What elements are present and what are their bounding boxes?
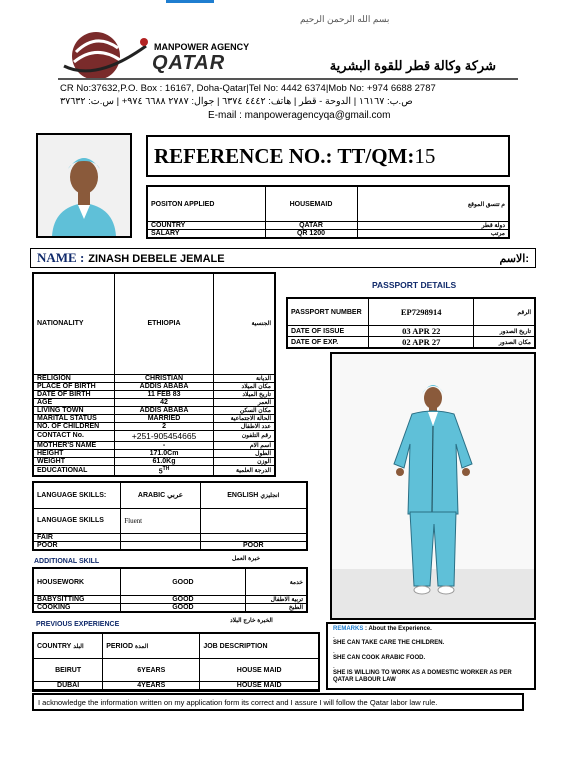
name-label: NAME : [37,250,85,265]
additional-title: ADDITIONAL SKILL [34,558,100,565]
personal-row [33,430,275,441]
language-arabic [121,534,200,542]
personal-label: NO. OF CHILDREN [33,422,115,430]
personal-value: CHRISTIAN [115,374,214,382]
agency-arabic-name: شركة وكالة قطر للقوة البشرية [329,58,496,73]
agency-label-small: MANPOWER AGENCY [154,42,250,52]
skill-value: GOOD [121,596,246,604]
passport-row [287,337,535,349]
remark-bullet: - [333,665,335,671]
personal-row [33,414,275,422]
name-value: ZINASH DEBELE JEMALE [88,253,225,265]
empty-cell [33,690,103,692]
personal-ar: تاريخ الميلاد [214,390,276,398]
personal-value: 11 FEB 83 [115,390,214,398]
col-country-label: COUNTRY [37,642,72,650]
personal-label: LIVING TOWN [33,406,115,414]
personal-label: AGE [33,398,115,406]
name-arabic-label: الاسم: [499,252,529,265]
skill-ar: تربية الاطفال [245,596,307,604]
acknowledgement: I acknowledge the information written on my application form its correct and I assure I will follow the Qatar labor law rule. [32,693,524,711]
experience-country: DUBAI [33,682,103,690]
personal-label: NATIONALITY [33,273,115,374]
position-value: QR 1200 [265,230,357,239]
arabic-header: ARABIC عربي [137,492,183,500]
personal-label: RELIGION [33,374,115,382]
language-arabic [121,542,200,551]
experience-title: PREVIOUS EXPERIENCE [36,621,120,628]
language-header-cell [33,482,121,508]
language-row [33,534,307,542]
personal-ar: الوزن [214,457,276,465]
agency-logo [56,22,152,86]
passport-table [286,297,536,349]
remark-bullet: - [333,650,335,656]
personal-ar: الطول [214,449,276,457]
language-english [200,508,307,533]
personal-row [33,273,275,374]
personal-label: PLACE OF BIRTH [33,382,115,390]
col-period-label: PERIOD [106,642,134,650]
remarks-subtitle: : About the Experience. [365,626,432,632]
personal-label: WEIGHT [33,457,115,465]
position-value: QATAR [265,222,357,230]
col-period-ar: المدة [135,643,149,650]
globe-logo-icon [56,22,152,86]
personal-row [33,449,275,457]
position-label: POSITON APPLIED [147,186,265,222]
contact-line: CR No:37632,P.O. Box : 16167, Doha-Qatar|Tel No: 4442 6374|Mob No: +974 6688 2787 [60,83,436,94]
experience-title-ar: الخبرة خارج البلاد [230,618,273,624]
personal-label: MOTHER'S NAME [33,441,115,449]
experience-period: 4YEARS [103,682,200,690]
skill-row [33,596,307,604]
personal-row [33,441,275,449]
skill-label: BABYSITTING [33,596,121,604]
language-english: POOR [200,542,307,551]
personal-ar: رقم التلفون [214,430,276,441]
personal-label: HEIGHT [33,449,115,457]
experience-job: HOUSE MAID [200,682,319,690]
col-period-header [103,633,200,659]
personal-ar: العمر [214,398,276,406]
english-header-ar: انجليزي [260,492,280,499]
passport-row [287,298,535,326]
passport-ar: الرقم [474,298,535,326]
passport-value: 03 APR 22 [369,326,474,337]
personal-row [33,374,275,382]
personal-ar: مكان الميلاد [214,382,276,390]
personal-row [33,465,275,476]
passport-ar: مكان الصدور [474,337,535,349]
position-table [146,185,510,239]
col-country-ar: البلد [73,643,84,650]
personal-value: 42 [115,398,214,406]
passport-ar: تاريخ الصدور [474,326,535,337]
position-row [147,222,509,230]
language-table [32,481,308,551]
position-ar: م تتسق الموقع [357,186,509,222]
personal-value: ADDIS ABABA [115,406,214,414]
agency-label-big: QATAR [152,52,226,74]
email-line: E-mail : manpoweragencyqa@gmail.com [208,110,391,121]
experience-table [32,632,320,692]
language-label: FAIR [33,534,121,542]
experience-row [33,682,319,690]
personal-ar: الحالة الاجتماعية [214,414,276,422]
personal-row [33,398,275,406]
personal-value: ADDIS ABABA [115,382,214,390]
passport-title: PASSPORT DETAILS [372,280,457,290]
personal-label: DATE OF BIRTH [33,390,115,398]
skill-ar: خدمة [245,568,307,596]
personal-value: 171.0Cm [115,449,214,457]
arabic-header-cell [121,482,200,508]
basmala: بسم الله الرحمن الرحيم [300,14,390,24]
language-label: POOR [33,542,121,551]
additional-title-ar: خبرة العمل [232,556,261,562]
contact-arabic: ص.ب: ١٦١٦٧ | الدوحة - قطر | هاتف: ٤٤٤٢ ٦٣٧٤ | جوال: ٢٧٨٧ ٦٦٨٨ ٩٧٤+ | س.ت: ٣٧٦٣٢ [60,96,413,107]
position-ar: دولة قطر [357,222,509,230]
passport-row [287,326,535,337]
skill-label: COOKING [33,604,121,613]
position-label: COUNTRY [147,222,265,230]
education-suffix: TH [162,465,170,472]
additional-table [32,567,308,613]
remark-item: SHE CAN COOK ARABIC FOOD. [333,655,426,661]
experience-country: BEIRUT [33,659,103,682]
personal-value: ETHIOPIA [115,273,214,374]
skill-value: GOOD [121,568,246,596]
personal-label: EDUCATIONAL [33,465,115,476]
position-row [147,186,509,222]
name-bar [30,248,536,268]
experience-empty-row [33,690,319,692]
skill-value: GOOD [121,604,246,613]
personal-ar: الدرجة العلمية [214,465,276,476]
remark-bullet: - [333,635,335,641]
personal-value: 2 [115,422,214,430]
empty-cell [103,690,200,692]
remark-item: SHE IS WILLING TO WORK AS A DOMESTIC WORKER AS PER QATAR LABOUR LAW [333,670,512,683]
personal-ar: اسم الام [214,441,276,449]
full-body-photo [330,352,536,620]
remarks-box [326,622,536,690]
reference-number: 15 [414,143,436,168]
personal-ar: الديانة [214,374,276,382]
position-row [147,230,509,239]
language-row [33,508,307,533]
skill-label: HOUSEWORK [33,568,121,596]
empty-cell [200,690,319,692]
personal-value: - [115,441,214,449]
personal-table [32,272,276,477]
passport-value: EP7298914 [369,298,474,326]
header-divider [58,78,518,80]
headshot-photo [36,133,132,238]
personal-value: +251-905454665 [115,430,214,441]
col-job-label: JOB DESCRIPTION [203,642,268,650]
personal-ar: الجنسية [214,273,276,374]
experience-period: 6YEARS [103,659,200,682]
personal-row [33,390,275,398]
reference-label: REFERENCE NO.: TT/QM: [154,143,415,168]
remarks-title: REMARKS [333,626,364,632]
personal-row [33,457,275,465]
remark-item: SHE CAN TAKE CARE THE CHILDREN. [333,640,445,646]
personal-ar: عدد الاطفال [214,422,276,430]
skill-ar: الطبخ [245,604,307,613]
language-english [200,534,307,542]
language-header: LANGUAGE SKILLS: [37,491,107,499]
personal-value [115,465,214,476]
position-label: SALARY [147,230,265,239]
language-label: LANGUAGE SKILLS [33,508,121,533]
experience-row [33,659,319,682]
personal-row [33,422,275,430]
top-accent-bar [166,0,214,3]
education-value: 5 [158,468,163,475]
personal-value: 61.0Kg [115,457,214,465]
personal-row [33,406,275,414]
english-header: ENGLISH [227,491,259,499]
personal-label: CONTACT No. [33,430,115,441]
col-job-header [200,633,319,659]
language-row [33,542,307,551]
skill-row [33,604,307,613]
personal-value: MARRIED [115,414,214,422]
personal-label: MARITAL STATUS [33,414,115,422]
skill-row [33,568,307,596]
passport-value: 02 APR 27 [369,337,474,349]
english-header-cell [200,482,307,508]
language-arabic: Fluent [121,508,200,533]
col-country-header [33,633,103,659]
position-value: HOUSEMAID [265,186,357,222]
passport-label: PASSPORT NUMBER [287,298,369,326]
passport-label: DATE OF EXP. [287,337,369,349]
personal-row [33,382,275,390]
personal-ar: مكان السكن [214,406,276,414]
reference-box [146,135,510,177]
experience-job: HOUSE MAID [200,659,319,682]
passport-label: DATE OF ISSUE [287,326,369,337]
position-ar: مرتب [357,230,509,239]
